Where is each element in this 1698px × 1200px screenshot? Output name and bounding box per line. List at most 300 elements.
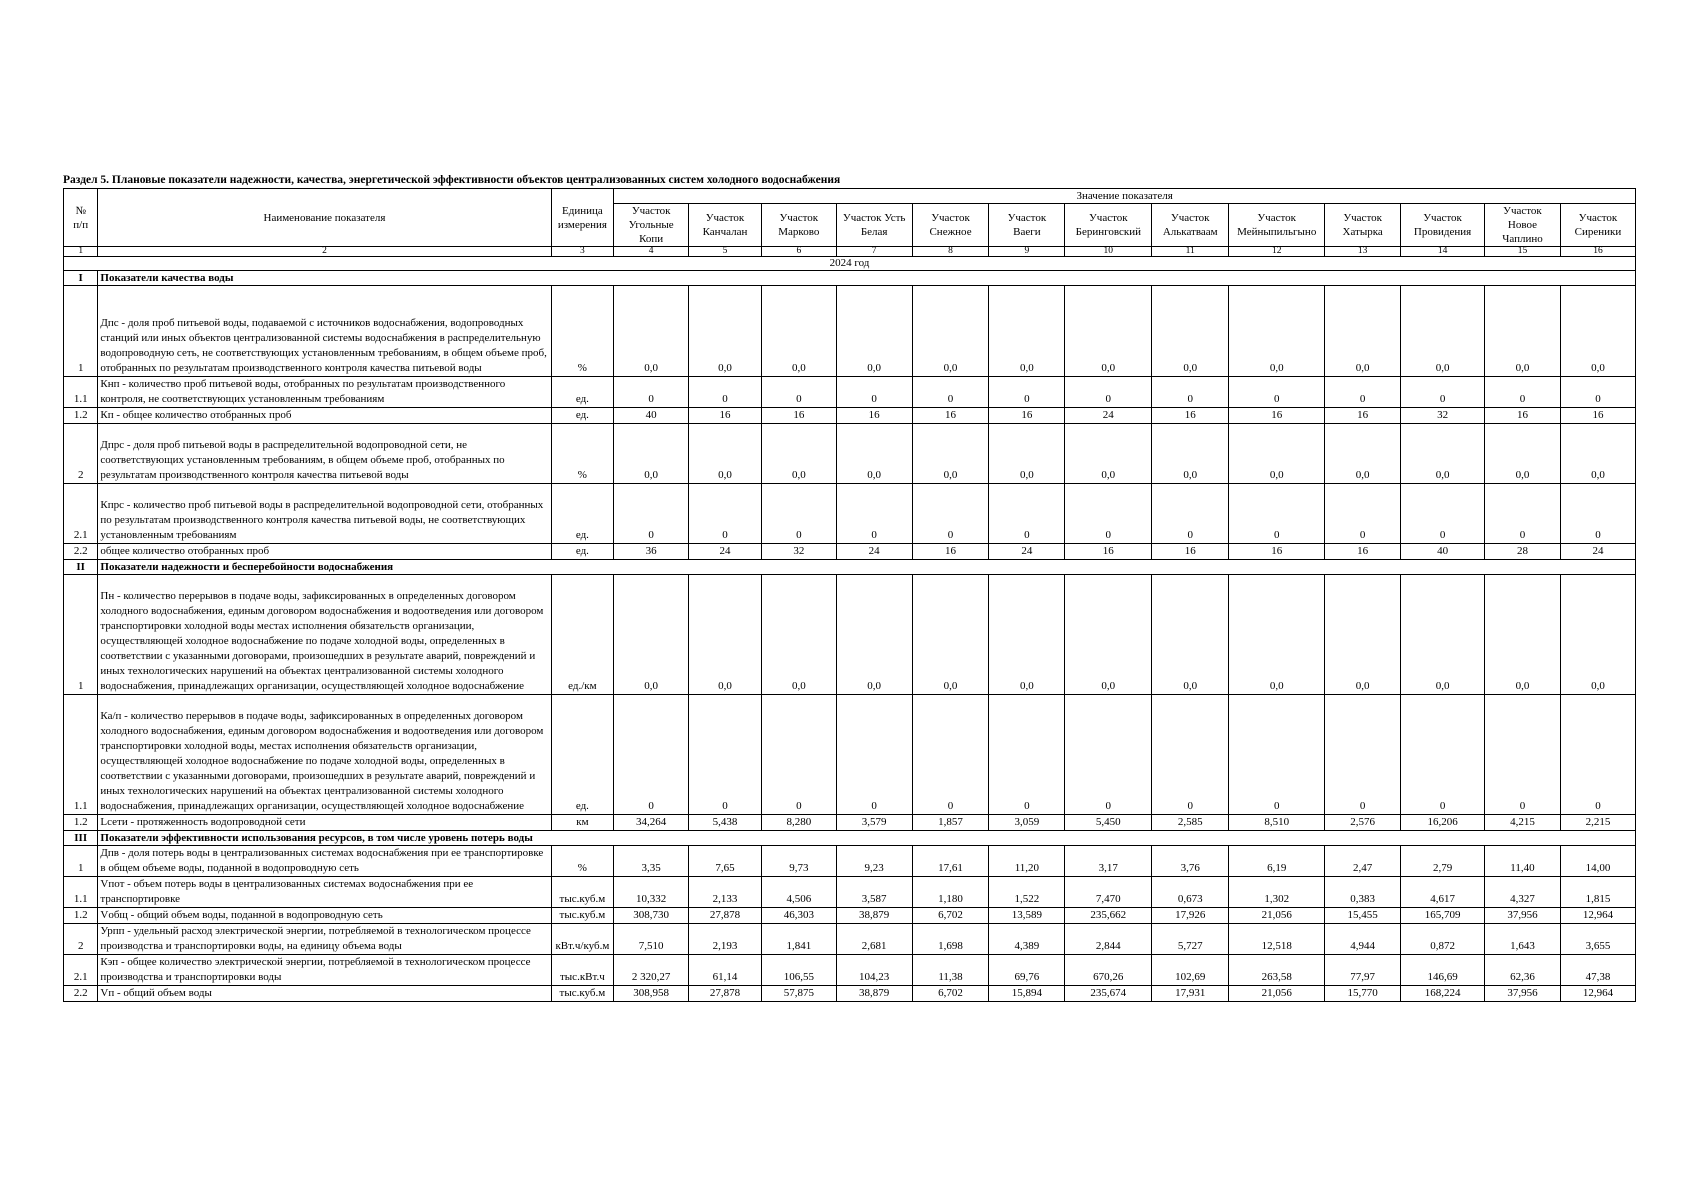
value-cell: 17,61 [912, 846, 989, 877]
value-cell: 57,875 [761, 986, 836, 1002]
column-number-cell: 2 [98, 247, 551, 257]
col-header-value-group [614, 189, 1636, 204]
indicator-name: Lсети - протяженность водопроводной сети [98, 815, 551, 831]
row-number: 2 [64, 424, 98, 484]
column-number-cell: 9 [989, 247, 1065, 257]
value-cell: 21,056 [1229, 986, 1325, 1002]
section-row [64, 560, 1636, 575]
table-row [64, 408, 1636, 424]
value-cell: 0 [1485, 377, 1561, 408]
value-cell: 2 320,27 [614, 955, 689, 986]
value-cell: 2,215 [1560, 815, 1635, 831]
value-cell: 15,455 [1325, 908, 1401, 924]
row-number: 1.1 [64, 877, 98, 908]
col-header-unit-label: Единица измерения [557, 204, 607, 231]
value-cell: 1,302 [1229, 877, 1325, 908]
value-cell: 6,702 [912, 908, 989, 924]
value-cell: 0,0 [1065, 286, 1152, 377]
value-cell: 0,0 [614, 286, 689, 377]
value-cell: 0,0 [912, 286, 989, 377]
value-cell: 36 [614, 544, 689, 560]
unit-cell: ед. [551, 377, 614, 408]
value-cell: 24 [989, 544, 1065, 560]
col-header-site: Участок Новое Чаплино [1485, 204, 1561, 247]
col-header-site: Участок Ваеги [989, 204, 1065, 247]
table-row [64, 955, 1636, 986]
row-number: 2.1 [64, 484, 98, 544]
indicator-name: Пн - количество перерывов в подаче воды, зафиксированных в определенных договором холодного водоснабжения, единым договором водоснабжения и водоотведения или договором транспортировки холодной воды местах исполнения обязательств организации, осуществляющей холодное водоснабжение по подаче холодной воды, определенных в соответствии с указанными договорами, произошедших в результате аварий, повреждений и иных технологических нарушений на объектах централизованной системы холодного водоснабжения, принадлежащих организации, осуществляющей холодное водоснабжение [98, 575, 551, 695]
value-cell: 16 [1325, 544, 1401, 560]
value-cell: 28 [1485, 544, 1561, 560]
value-cell: 1,180 [912, 877, 989, 908]
column-number-cell: 3 [551, 247, 614, 257]
value-cell: 0,0 [1560, 575, 1635, 695]
value-cell: 38,879 [836, 908, 912, 924]
value-cell: 9,23 [836, 846, 912, 877]
value-cell: 146,69 [1401, 955, 1485, 986]
value-cell: 16 [1325, 408, 1401, 424]
value-cell: 1,522 [989, 877, 1065, 908]
value-cell: 12,518 [1229, 924, 1325, 955]
value-cell: 0 [1325, 695, 1401, 815]
value-cell: 0,0 [912, 575, 989, 695]
column-number-cell: 15 [1485, 247, 1561, 257]
value-cell: 2,844 [1065, 924, 1152, 955]
section-name: Показатели надежности и бесперебойности водоснабжения [98, 560, 1636, 575]
value-cell: 32 [761, 544, 836, 560]
value-cell: 7,65 [689, 846, 762, 877]
column-number-cell: 6 [761, 247, 836, 257]
value-cell: 5,450 [1065, 815, 1152, 831]
value-cell: 4,389 [989, 924, 1065, 955]
value-group-label: Значение показателя [1076, 190, 1173, 202]
value-cell: 104,23 [836, 955, 912, 986]
indicator-name: Кп - общее количество отобранных проб [98, 408, 551, 424]
indicator-name: общее количество отобранных проб [98, 544, 551, 560]
value-cell: 11,38 [912, 955, 989, 986]
value-cell: 16 [1152, 544, 1229, 560]
value-cell: 24 [1560, 544, 1635, 560]
value-cell: 0 [761, 484, 836, 544]
value-cell: 7,470 [1065, 877, 1152, 908]
unit-cell: тыс.кВт.ч [551, 955, 614, 986]
value-cell: 0,0 [989, 575, 1065, 695]
value-cell: 1,841 [761, 924, 836, 955]
value-cell: 0 [1485, 695, 1561, 815]
value-cell: 2,585 [1152, 815, 1229, 831]
row-number: 2.2 [64, 986, 98, 1002]
value-cell: 12,964 [1560, 908, 1635, 924]
value-cell: 13,589 [989, 908, 1065, 924]
value-cell: 3,76 [1152, 846, 1229, 877]
value-cell: 2,576 [1325, 815, 1401, 831]
value-cell: 0 [1065, 484, 1152, 544]
value-cell: 6,19 [1229, 846, 1325, 877]
value-cell: 37,956 [1485, 908, 1561, 924]
row-number: 1.1 [64, 377, 98, 408]
value-cell: 16,206 [1401, 815, 1485, 831]
unit-cell: % [551, 424, 614, 484]
value-cell: 0 [1485, 484, 1561, 544]
value-cell: 102,69 [1152, 955, 1229, 986]
value-cell: 0 [1325, 484, 1401, 544]
value-cell: 0,872 [1401, 924, 1485, 955]
value-cell: 3,35 [614, 846, 689, 877]
value-cell: 0,0 [761, 575, 836, 695]
table-row [64, 424, 1636, 484]
table-row [64, 377, 1636, 408]
col-header-name [98, 189, 551, 247]
unit-cell: ед. [551, 484, 614, 544]
value-cell: 0 [1325, 377, 1401, 408]
value-cell: 2,133 [689, 877, 762, 908]
value-cell: 5,438 [689, 815, 762, 831]
value-cell: 7,510 [614, 924, 689, 955]
year-label: 2024 год [64, 257, 1636, 271]
value-cell: 0 [1065, 695, 1152, 815]
unit-cell: ед. [551, 695, 614, 815]
indicator-name: Кэп - общее количество электрической энергии, потребляемой в технологическом процессе производства и транспортировки воды [98, 955, 551, 986]
indicator-name: Кнп - количество проб питьевой воды, отобранных по результатам производственного контроля, не соответствующих установленным требованиям [98, 377, 551, 408]
value-cell: 3,655 [1560, 924, 1635, 955]
col-header-site: Участок Алькатваам [1152, 204, 1229, 247]
value-cell: 24 [836, 544, 912, 560]
value-cell: 0 [1560, 377, 1635, 408]
value-cell: 77,97 [1325, 955, 1401, 986]
col-header-site: Участок Угольные Копи [614, 204, 689, 247]
value-cell: 3,059 [989, 815, 1065, 831]
col-header-num-label: № п/п [73, 204, 89, 231]
value-cell: 15,894 [989, 986, 1065, 1002]
value-cell: 16 [912, 544, 989, 560]
value-cell: 0,0 [1325, 286, 1401, 377]
value-cell: 21,056 [1229, 908, 1325, 924]
value-cell: 14,00 [1560, 846, 1635, 877]
value-cell: 0,0 [836, 424, 912, 484]
value-cell: 0,0 [1229, 575, 1325, 695]
value-cell: 16 [1229, 544, 1325, 560]
table-header [64, 189, 1636, 271]
value-cell: 308,958 [614, 986, 689, 1002]
col-header-site: Участок Снежное [912, 204, 989, 247]
value-cell: 0 [989, 484, 1065, 544]
table-row [64, 815, 1636, 831]
value-cell: 0,0 [761, 424, 836, 484]
column-number-cell: 11 [1152, 247, 1229, 257]
indicator-name: Урпп - удельный расход электрической энергии, потребляемой в технологическом процессе производства и транспортировки воды, на единицу объема воды [98, 924, 551, 955]
value-cell: 0,0 [1485, 424, 1561, 484]
indicator-name: Дпрс - доля проб питьевой воды в распределительной водопроводной сети, не соответствующих установленным требованиям, в общем объеме проб, отобранных по результатам производственного контроля качества питьевой воды [98, 424, 551, 484]
indicator-name: Ка/п - количество перерывов в подаче воды, зафиксированных в определенных договором холодного водоснабжения, единым договором водоснабжения и водоотведения или договором транспортировки холодной воды, местах исполнения обязательств организации, осуществляющей холодное водоснабжение по подаче холодной воды, определенных в соответствии с указанными договорами, произошедших в результате аварий, повреждений и иных технологических нарушений на объектах централизованной системы холодного водоснабжения, принадлежащих организации, осуществляющей холодное водоснабжение [98, 695, 551, 815]
section-number: II [64, 560, 98, 575]
unit-cell: тыс.куб.м [551, 908, 614, 924]
value-cell: 16 [1229, 408, 1325, 424]
value-cell: 1,643 [1485, 924, 1561, 955]
value-cell: 0,0 [1152, 424, 1229, 484]
col-header-site: Участок Усть Белая [836, 204, 912, 247]
section-number: III [64, 831, 98, 846]
value-cell: 0 [1229, 695, 1325, 815]
value-cell: 0 [614, 695, 689, 815]
value-cell: 0,0 [1401, 286, 1485, 377]
col-header-site: Участок Беринговский [1065, 204, 1152, 247]
row-number: 1.1 [64, 695, 98, 815]
value-cell: 2,79 [1401, 846, 1485, 877]
unit-cell: % [551, 846, 614, 877]
value-cell: 0,0 [1560, 424, 1635, 484]
unit-cell: ед. [551, 544, 614, 560]
value-cell: 0 [689, 377, 762, 408]
value-cell: 16 [1560, 408, 1635, 424]
value-cell: 15,770 [1325, 986, 1401, 1002]
value-cell: 5,727 [1152, 924, 1229, 955]
indicator-name: Vпот - объем потерь воды в централизованных системах водоснабжения при ее транспортировке [98, 877, 551, 908]
value-cell: 0,0 [1152, 575, 1229, 695]
value-cell: 0,0 [836, 575, 912, 695]
document-section [63, 172, 1636, 1002]
section-row [64, 831, 1636, 846]
col-header-unit [551, 189, 614, 247]
col-header-site: Участок Сиреники [1560, 204, 1635, 247]
value-cell: 0,0 [989, 286, 1065, 377]
value-cell: 69,76 [989, 955, 1065, 986]
value-cell: 0 [1229, 484, 1325, 544]
value-cell: 0,0 [1325, 424, 1401, 484]
unit-cell: тыс.куб.м [551, 986, 614, 1002]
value-cell: 0 [912, 695, 989, 815]
value-cell: 0 [689, 695, 762, 815]
value-cell: 0 [912, 484, 989, 544]
col-header-site: Участок Марково [761, 204, 836, 247]
value-cell: 47,38 [1560, 955, 1635, 986]
value-cell: 8,510 [1229, 815, 1325, 831]
value-cell: 0 [1560, 484, 1635, 544]
value-cell: 0 [1152, 377, 1229, 408]
value-cell: 3,17 [1065, 846, 1152, 877]
row-number: 2.1 [64, 955, 98, 986]
value-cell: 40 [1401, 544, 1485, 560]
table-row [64, 286, 1636, 377]
value-cell: 0 [1560, 695, 1635, 815]
value-cell: 0,0 [1485, 575, 1561, 695]
column-number-cell: 8 [912, 247, 989, 257]
value-cell: 0,0 [1229, 424, 1325, 484]
row-number: 2 [64, 924, 98, 955]
table-row [64, 877, 1636, 908]
row-number: 1 [64, 846, 98, 877]
unit-cell: % [551, 286, 614, 377]
column-number-cell: 12 [1229, 247, 1325, 257]
column-number-cell: 4 [614, 247, 689, 257]
value-cell: 263,58 [1229, 955, 1325, 986]
value-cell: 24 [689, 544, 762, 560]
value-cell: 235,674 [1065, 986, 1152, 1002]
value-cell: 34,264 [614, 815, 689, 831]
value-cell: 1,857 [912, 815, 989, 831]
value-cell: 0,0 [1485, 286, 1561, 377]
value-cell: 62,36 [1485, 955, 1561, 986]
value-cell: 17,926 [1152, 908, 1229, 924]
value-cell: 165,709 [1401, 908, 1485, 924]
table-row [64, 908, 1636, 924]
value-cell: 61,14 [689, 955, 762, 986]
value-cell: 0 [1401, 484, 1485, 544]
col-header-site: Участок Канчалан [689, 204, 762, 247]
value-cell: 2,47 [1325, 846, 1401, 877]
value-cell: 3,579 [836, 815, 912, 831]
column-number-cell: 1 [64, 247, 98, 257]
value-cell: 0,0 [912, 424, 989, 484]
value-cell: 235,662 [1065, 908, 1152, 924]
table-row [64, 544, 1636, 560]
value-cell: 0,0 [836, 286, 912, 377]
value-cell: 1,815 [1560, 877, 1635, 908]
column-number-cell: 5 [689, 247, 762, 257]
section-row [64, 271, 1636, 286]
col-header-site: Участок Хатырка [1325, 204, 1401, 247]
value-cell: 0 [1152, 484, 1229, 544]
unit-cell: кВт.ч/куб.м [551, 924, 614, 955]
col-header-site: Участок Провидения [1401, 204, 1485, 247]
value-cell: 0 [761, 377, 836, 408]
column-number-cell: 13 [1325, 247, 1401, 257]
indicator-name: Vобщ - общий объем воды, поданной в водопроводную сеть [98, 908, 551, 924]
value-cell: 3,587 [836, 877, 912, 908]
section-title: Раздел 5. Плановые показатели надежности, качества, энергетической эффективности объектов централизованных систем холодного водоснабжения [63, 174, 841, 186]
value-cell: 12,964 [1560, 986, 1635, 1002]
value-cell: 16 [836, 408, 912, 424]
value-cell: 0 [614, 484, 689, 544]
value-cell: 0 [836, 695, 912, 815]
table-row [64, 575, 1636, 695]
value-cell: 0 [912, 377, 989, 408]
value-cell: 0 [761, 695, 836, 815]
section-name: Показатели эффективности использования ресурсов, в том числе уровень потерь воды [98, 831, 1636, 846]
row-number: 1.2 [64, 815, 98, 831]
column-numbers-row [64, 247, 1636, 257]
unit-cell: км [551, 815, 614, 831]
value-cell: 0,0 [1401, 424, 1485, 484]
value-cell: 0 [689, 484, 762, 544]
indicator-name: Дпс - доля проб питьевой воды, подаваемой с источников водоснабжения, водопроводных станций или иных объектов централизованной системы водоснабжения в распределительную водопроводную сеть, не соответствующих установленным требованиям, в общем объеме проб, отобранных по результатам производственного контроля качества питьевой воды [98, 286, 551, 377]
value-cell: 0 [1152, 695, 1229, 815]
value-cell: 8,280 [761, 815, 836, 831]
year-row [64, 257, 1636, 271]
value-cell: 16 [1485, 408, 1561, 424]
value-cell: 0,0 [761, 286, 836, 377]
value-cell: 10,332 [614, 877, 689, 908]
value-cell: 1,698 [912, 924, 989, 955]
value-cell: 0,0 [989, 424, 1065, 484]
value-cell: 0 [836, 484, 912, 544]
table-body [64, 271, 1636, 1002]
value-cell: 0,0 [1560, 286, 1635, 377]
value-cell: 0,0 [689, 575, 762, 695]
value-cell: 27,878 [689, 986, 762, 1002]
value-cell: 0 [989, 377, 1065, 408]
value-cell: 2,193 [689, 924, 762, 955]
value-cell: 0,673 [1152, 877, 1229, 908]
value-cell: 38,879 [836, 986, 912, 1002]
section-number: I [64, 271, 98, 286]
row-number: 1.2 [64, 408, 98, 424]
value-cell: 4,944 [1325, 924, 1401, 955]
value-cell: 6,702 [912, 986, 989, 1002]
value-cell: 16 [912, 408, 989, 424]
indicator-name: Дпв - доля потерь воды в централизованных системах водоснабжения при ее транспортировке в общем объеме воды, поданной в водопроводную сеть [98, 846, 551, 877]
value-cell: 0 [1065, 377, 1152, 408]
value-cell: 46,303 [761, 908, 836, 924]
table-row [64, 986, 1636, 1002]
value-cell: 16 [989, 408, 1065, 424]
col-header-name-label: Наименование показателя [263, 211, 386, 224]
value-cell: 24 [1065, 408, 1152, 424]
column-number-cell: 10 [1065, 247, 1152, 257]
section-name: Показатели качества воды [98, 271, 1636, 286]
value-cell: 0,383 [1325, 877, 1401, 908]
value-cell: 168,224 [1401, 986, 1485, 1002]
value-cell: 0,0 [1065, 575, 1152, 695]
value-cell: 4,215 [1485, 815, 1561, 831]
value-cell: 0 [836, 377, 912, 408]
row-number: 1 [64, 575, 98, 695]
value-cell: 670,26 [1065, 955, 1152, 986]
table-row [64, 484, 1636, 544]
value-cell: 4,506 [761, 877, 836, 908]
column-number-cell: 14 [1401, 247, 1485, 257]
value-cell: 106,55 [761, 955, 836, 986]
table-row [64, 924, 1636, 955]
value-cell: 0,0 [1325, 575, 1401, 695]
unit-cell: ед./км [551, 575, 614, 695]
value-cell: 0,0 [1065, 424, 1152, 484]
unit-cell: ед. [551, 408, 614, 424]
row-number: 1 [64, 286, 98, 377]
value-cell: 0,0 [689, 424, 762, 484]
value-cell: 2,681 [836, 924, 912, 955]
value-cell: 16 [761, 408, 836, 424]
value-cell: 16 [1065, 544, 1152, 560]
value-cell: 27,878 [689, 908, 762, 924]
indicators-table [63, 188, 1636, 1002]
value-cell: 17,931 [1152, 986, 1229, 1002]
row-number: 2.2 [64, 544, 98, 560]
table-row [64, 695, 1636, 815]
col-header-num [64, 189, 98, 247]
value-cell: 9,73 [761, 846, 836, 877]
value-cell: 308,730 [614, 908, 689, 924]
value-cell: 11,20 [989, 846, 1065, 877]
value-cell: 11,40 [1485, 846, 1561, 877]
indicator-name: Vп - общий объем воды [98, 986, 551, 1002]
col-header-site: Участок Мейныпильгыно [1229, 204, 1325, 247]
value-cell: 16 [1152, 408, 1229, 424]
value-cell: 0,0 [689, 286, 762, 377]
value-cell: 16 [689, 408, 762, 424]
unit-cell: тыс.куб.м [551, 877, 614, 908]
value-cell: 0 [1229, 377, 1325, 408]
column-number-cell: 16 [1560, 247, 1635, 257]
column-number-cell: 7 [836, 247, 912, 257]
value-cell: 0 [1401, 695, 1485, 815]
value-cell: 0,0 [1401, 575, 1485, 695]
value-cell: 4,617 [1401, 877, 1485, 908]
value-cell: 0 [614, 377, 689, 408]
indicator-name: Кпрс - количество проб питьевой воды в распределительной водопроводной сети, отобранных по результатам производственного контроля качества питьевой воды, не соответствующих установленным требованиям [98, 484, 551, 544]
value-cell: 0,0 [614, 424, 689, 484]
value-cell: 0,0 [1229, 286, 1325, 377]
table-row [64, 846, 1636, 877]
